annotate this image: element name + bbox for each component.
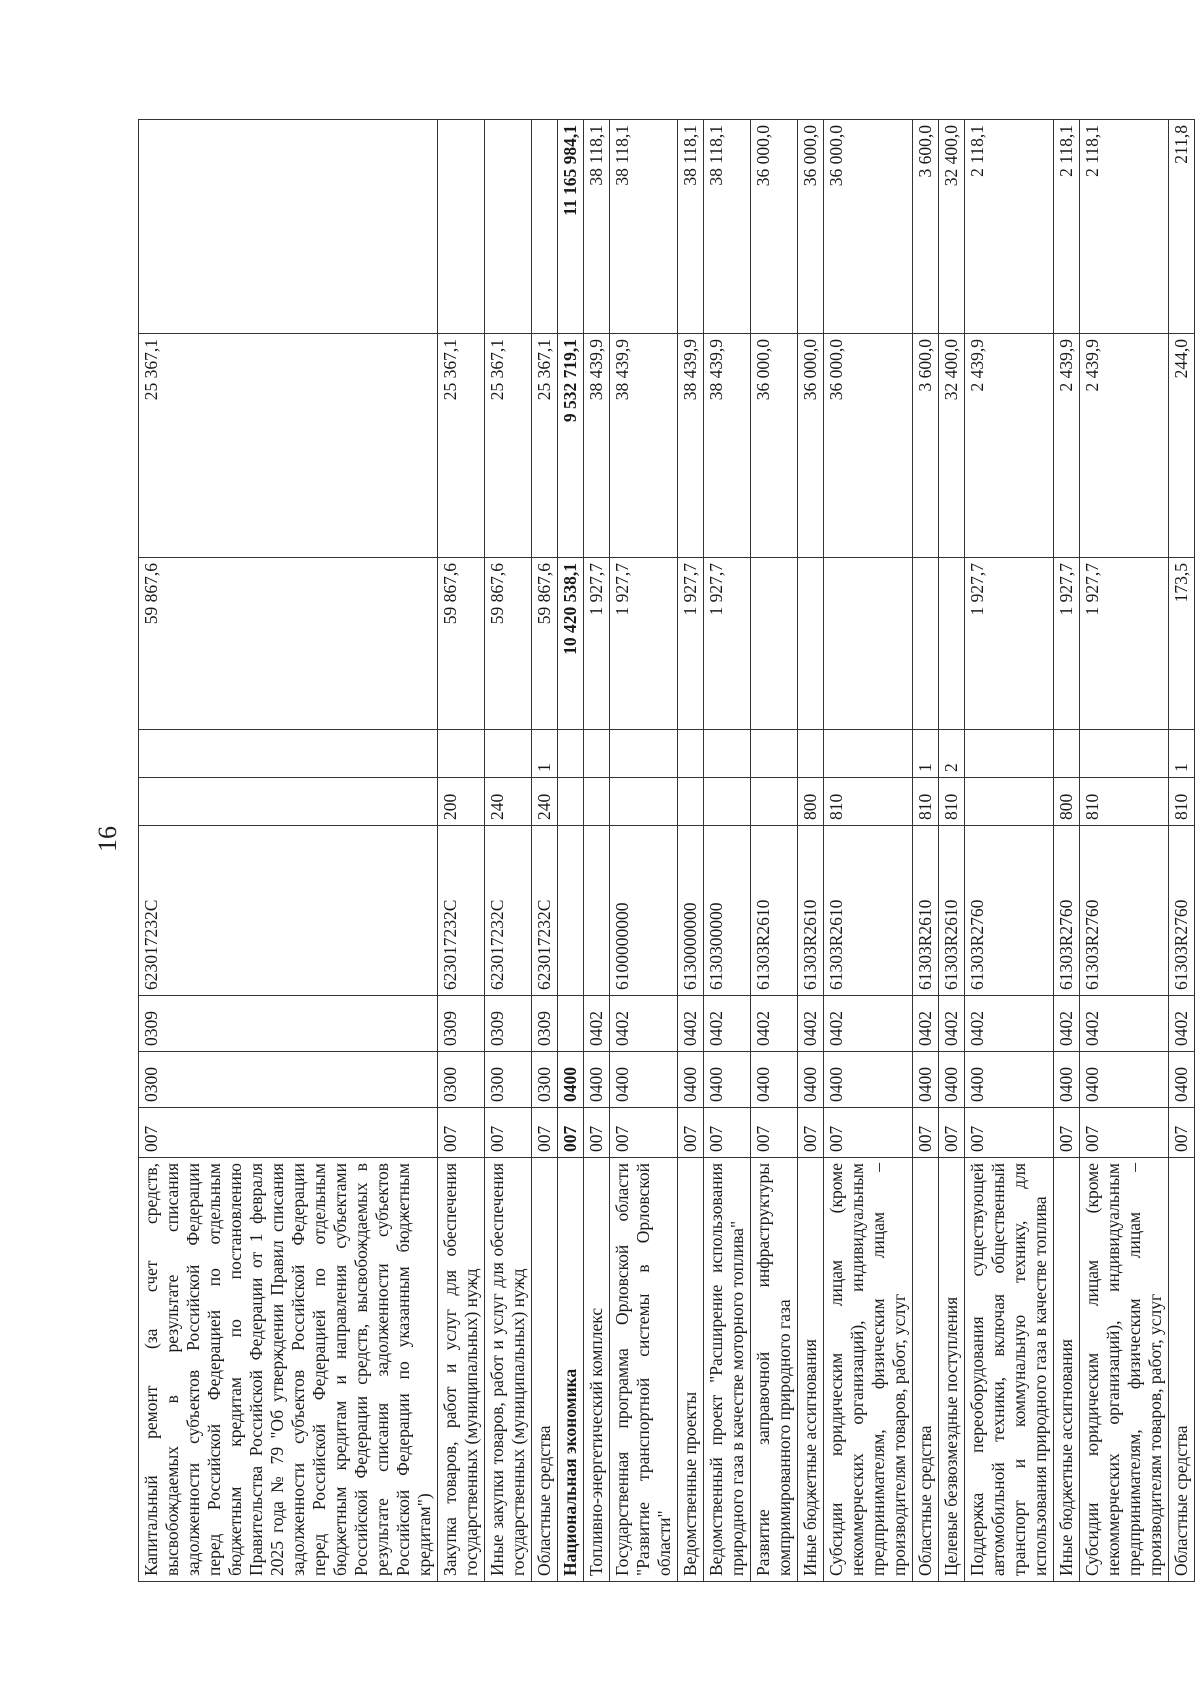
section-code: 0400 [1054,1052,1080,1108]
rotated-page-content [138,120,1191,1582]
table-row [1169,120,1195,1582]
amount-year-2: 25 367,1 [485,334,532,558]
expense-type-code [610,778,678,826]
row-name: Развитие заправочной инфраструктуры компримированного природного газа [751,1158,798,1582]
grbs-code: 007 [558,1108,584,1158]
funding-source-code [798,730,824,778]
amount-year-2: 25 367,1 [139,334,438,558]
expense-type-code: 810 [1080,778,1169,826]
amount-year-2: 25 367,1 [532,334,558,558]
grbs-code: 007 [438,1108,485,1158]
amount-year-1: 1 927,7 [1054,558,1080,730]
target-item-code: 61303R2610 [824,826,913,996]
budget-table-body [139,120,1195,1582]
table-row [824,120,913,1582]
subsection-code: 0402 [1054,996,1080,1052]
expense-type-code [751,778,798,826]
grbs-code: 007 [965,1108,1054,1158]
funding-source-code [610,730,678,778]
funding-source-code: 2 [939,730,965,778]
amount-year-1: 59 867,6 [485,558,532,730]
section-code: 0400 [1080,1052,1169,1108]
expense-type-code: 800 [1054,778,1080,826]
amount-year-1: 59 867,6 [532,558,558,730]
row-name: Иные закупки товаров, работ и услуг для обеспечения государственных (муниципальных) нужд [485,1158,532,1582]
amount-year-1: 59 867,6 [139,558,438,730]
grbs-code: 007 [610,1108,678,1158]
section-code: 0400 [913,1052,939,1108]
grbs-code: 007 [1080,1108,1169,1158]
grbs-code: 007 [584,1108,610,1158]
section-code: 0400 [558,1052,584,1108]
section-code: 0300 [485,1052,532,1108]
section-code: 0400 [1169,1052,1195,1108]
target-item-code: 623017232C [139,826,438,996]
table-row [532,120,558,1582]
target-item-code: 61303R2760 [1080,826,1169,996]
table-row [139,120,438,1582]
row-name: Иные бюджетные ассигнования [798,1158,824,1582]
amount-year-3: 3 600,0 [913,120,939,334]
target-item-code: 61303R2610 [913,826,939,996]
subsection-code: 0402 [1169,996,1195,1052]
subsection-code: 0309 [438,996,485,1052]
amount-year-2: 36 000,0 [798,334,824,558]
amount-year-2: 9 532 719,1 [558,334,584,558]
table-row [1080,120,1169,1582]
table-row [610,120,678,1582]
amount-year-1 [939,558,965,730]
amount-year-3: 2 118,1 [1080,120,1169,334]
funding-source-code [584,730,610,778]
section-code: 0400 [965,1052,1054,1108]
target-item-code: 623017232C [485,826,532,996]
amount-year-3: 2 118,1 [965,120,1054,334]
target-item-code [584,826,610,996]
table-row [584,120,610,1582]
amount-year-1: 1 927,7 [610,558,678,730]
amount-year-3: 36 000,0 [751,120,798,334]
grbs-code: 007 [824,1108,913,1158]
amount-year-2: 38 439,9 [678,334,704,558]
grbs-code: 007 [939,1108,965,1158]
target-item-code: 61303R2610 [939,826,965,996]
amount-year-1: 1 927,7 [678,558,704,730]
table-row [438,120,485,1582]
amount-year-3 [485,120,532,334]
expense-type-code [558,778,584,826]
target-item-code: 61303R2610 [798,826,824,996]
target-item-code: 6100000000 [610,826,678,996]
grbs-code: 007 [532,1108,558,1158]
subsection-code: 0402 [965,996,1054,1052]
amount-year-3: 36 000,0 [798,120,824,334]
grbs-code: 007 [913,1108,939,1158]
amount-year-1 [798,558,824,730]
funding-source-code [558,730,584,778]
row-name: Закупка товаров, работ и услуг для обеспечения государственных (муниципальных) нужд [438,1158,485,1582]
subsection-code: 0402 [1080,996,1169,1052]
section-code: 0400 [798,1052,824,1108]
subsection-code: 0309 [139,996,438,1052]
section-code: 0300 [438,1052,485,1108]
subsection-code: 0309 [532,996,558,1052]
funding-source-code: 1 [532,730,558,778]
expense-type-code: 200 [438,778,485,826]
table-row [965,120,1054,1582]
grbs-code: 007 [139,1108,438,1158]
amount-year-3: 2 118,1 [1054,120,1080,334]
target-item-code: 61303R2760 [965,826,1054,996]
amount-year-2: 36 000,0 [824,334,913,558]
amount-year-2: 2 439,9 [1054,334,1080,558]
table-row [485,120,532,1582]
grbs-code: 007 [704,1108,751,1158]
funding-source-code [139,730,438,778]
amount-year-1: 173,5 [1169,558,1195,730]
funding-source-code [824,730,913,778]
row-name: Национальная экономика [558,1158,584,1582]
row-name: Целевые безвозмездные поступления [939,1158,965,1582]
subsection-code: 0402 [610,996,678,1052]
amount-year-2: 38 439,9 [610,334,678,558]
amount-year-3: 211,8 [1169,120,1195,334]
amount-year-3: 38 118,1 [584,120,610,334]
expense-type-code: 810 [824,778,913,826]
page-number: 16 [93,826,122,852]
amount-year-1 [824,558,913,730]
amount-year-3: 11 165 984,1 [558,120,584,334]
expense-type-code: 810 [913,778,939,826]
amount-year-2: 2 439,9 [965,334,1054,558]
budget-table [138,119,1195,1582]
expense-type-code: 240 [485,778,532,826]
grbs-code: 007 [485,1108,532,1158]
subsection-code: 0402 [939,996,965,1052]
table-row [704,120,751,1582]
amount-year-2: 25 367,1 [438,334,485,558]
expense-type-code: 800 [798,778,824,826]
amount-year-3 [438,120,485,334]
subsection-code: 0402 [751,996,798,1052]
section-code: 0400 [704,1052,751,1108]
funding-source-code: 1 [913,730,939,778]
subsection-code: 0402 [798,996,824,1052]
section-code: 0400 [610,1052,678,1108]
funding-source-code: 1 [1169,730,1195,778]
amount-year-2: 32 400,0 [939,334,965,558]
amount-year-1 [913,558,939,730]
target-item-code: 6130000000 [678,826,704,996]
subsection-code: 0402 [704,996,751,1052]
amount-year-2: 38 439,9 [584,334,610,558]
section-code: 0400 [584,1052,610,1108]
section-code: 0300 [139,1052,438,1108]
section-code: 0400 [678,1052,704,1108]
expense-type-code: 810 [939,778,965,826]
amount-year-3: 36 000,0 [824,120,913,334]
amount-year-2: 2 439,9 [1080,334,1169,558]
funding-source-code [485,730,532,778]
expense-type-code [139,778,438,826]
row-name: Ведомственные проекты [678,1158,704,1582]
funding-source-code [678,730,704,778]
expense-type-code [965,778,1054,826]
amount-year-3 [532,120,558,334]
target-item-code: 61303R2610 [751,826,798,996]
subsection-code: 0402 [584,996,610,1052]
amount-year-1 [751,558,798,730]
amount-year-3 [139,120,438,334]
row-name: Ведомственный проект "Расширение использования природного газа в качестве моторного топлива" [704,1158,751,1582]
row-name: Поддержка переоборудования существующей автомобильной техники, включая общественный транспорт и коммунальную технику, для использования природного газа в качестве топлива [965,1158,1054,1582]
subsection-code: 0402 [678,996,704,1052]
funding-source-code [438,730,485,778]
target-item-code: 623017232C [438,826,485,996]
row-name: Областные средства [532,1158,558,1582]
amount-year-3: 38 118,1 [704,120,751,334]
amount-year-1: 10 420 538,1 [558,558,584,730]
row-name: Субсидии юридическим лицам (кроме некоммерческих организаций), индивидуальным предпринимателям, физическим лицам – производителям товаров, работ, услуг [824,1158,913,1582]
amount-year-1: 1 927,7 [704,558,751,730]
subsection-code: 0309 [485,996,532,1052]
section-code: 0400 [939,1052,965,1108]
funding-source-code [965,730,1054,778]
funding-source-code [704,730,751,778]
expense-type-code [704,778,751,826]
target-item-code: 61303R2760 [1054,826,1080,996]
expense-type-code: 810 [1169,778,1195,826]
row-name: Капитальный ремонт (за счет средств, высвобождаемых в результате списания задолженности субъектов Российской Федерации перед Российской Федерацией по отдельным бюджетным кредитам по постановлению Правительства Российской Федерации от 1 февраля 2025 года № 79 "Об утверждении Правил списания задолженности субъектов Российской Федерации перед Российской Федерацией по отдельным бюджетным кредитам и направления субъектами Российской Федерации средств, высвобождаемых в результате списания задолженности субъектов Российской Федерации по указанным бюджетным кредитам") [139,1158,438,1582]
table-row [678,120,704,1582]
table-row [558,120,584,1582]
expense-type-code: 240 [532,778,558,826]
row-name: Областные средства [1169,1158,1195,1582]
subsection-code: 0402 [824,996,913,1052]
grbs-code: 007 [1169,1108,1195,1158]
target-item-code: 623017232C [532,826,558,996]
target-item-code: 6130300000 [704,826,751,996]
amount-year-2: 36 000,0 [751,334,798,558]
subsection-code: 0402 [913,996,939,1052]
grbs-code: 007 [798,1108,824,1158]
expense-type-code [584,778,610,826]
table-row [751,120,798,1582]
funding-source-code [1054,730,1080,778]
funding-source-code [1080,730,1169,778]
row-name: Государственная программа Орловской области "Развитие транспортной системы в Орловской области" [610,1158,678,1582]
target-item-code [558,826,584,996]
table-row [913,120,939,1582]
grbs-code: 007 [751,1108,798,1158]
subsection-code [558,996,584,1052]
amount-year-1: 1 927,7 [584,558,610,730]
table-row [939,120,965,1582]
grbs-code: 007 [1054,1108,1080,1158]
expense-type-code [678,778,704,826]
amount-year-3: 38 118,1 [610,120,678,334]
amount-year-1: 1 927,7 [965,558,1054,730]
section-code: 0300 [532,1052,558,1108]
target-item-code: 61303R2760 [1169,826,1195,996]
table-row [1054,120,1080,1582]
amount-year-2: 3 600,0 [913,334,939,558]
row-name: Топливно-энергетический комплекс [584,1158,610,1582]
amount-year-3: 32 400,0 [939,120,965,334]
section-code: 0400 [824,1052,913,1108]
row-name: Субсидии юридическим лицам (кроме некоммерческих организаций), индивидуальным предпринимателям, физическим лицам – производителям товаров, работ, услуг [1080,1158,1169,1582]
amount-year-2: 38 439,9 [704,334,751,558]
amount-year-1: 59 867,6 [438,558,485,730]
section-code: 0400 [751,1052,798,1108]
funding-source-code [751,730,798,778]
amount-year-3: 38 118,1 [678,120,704,334]
row-name: Областные средства [913,1158,939,1582]
amount-year-2: 244,0 [1169,334,1195,558]
table-row [798,120,824,1582]
row-name: Иные бюджетные ассигнования [1054,1158,1080,1582]
grbs-code: 007 [678,1108,704,1158]
amount-year-1: 1 927,7 [1080,558,1169,730]
